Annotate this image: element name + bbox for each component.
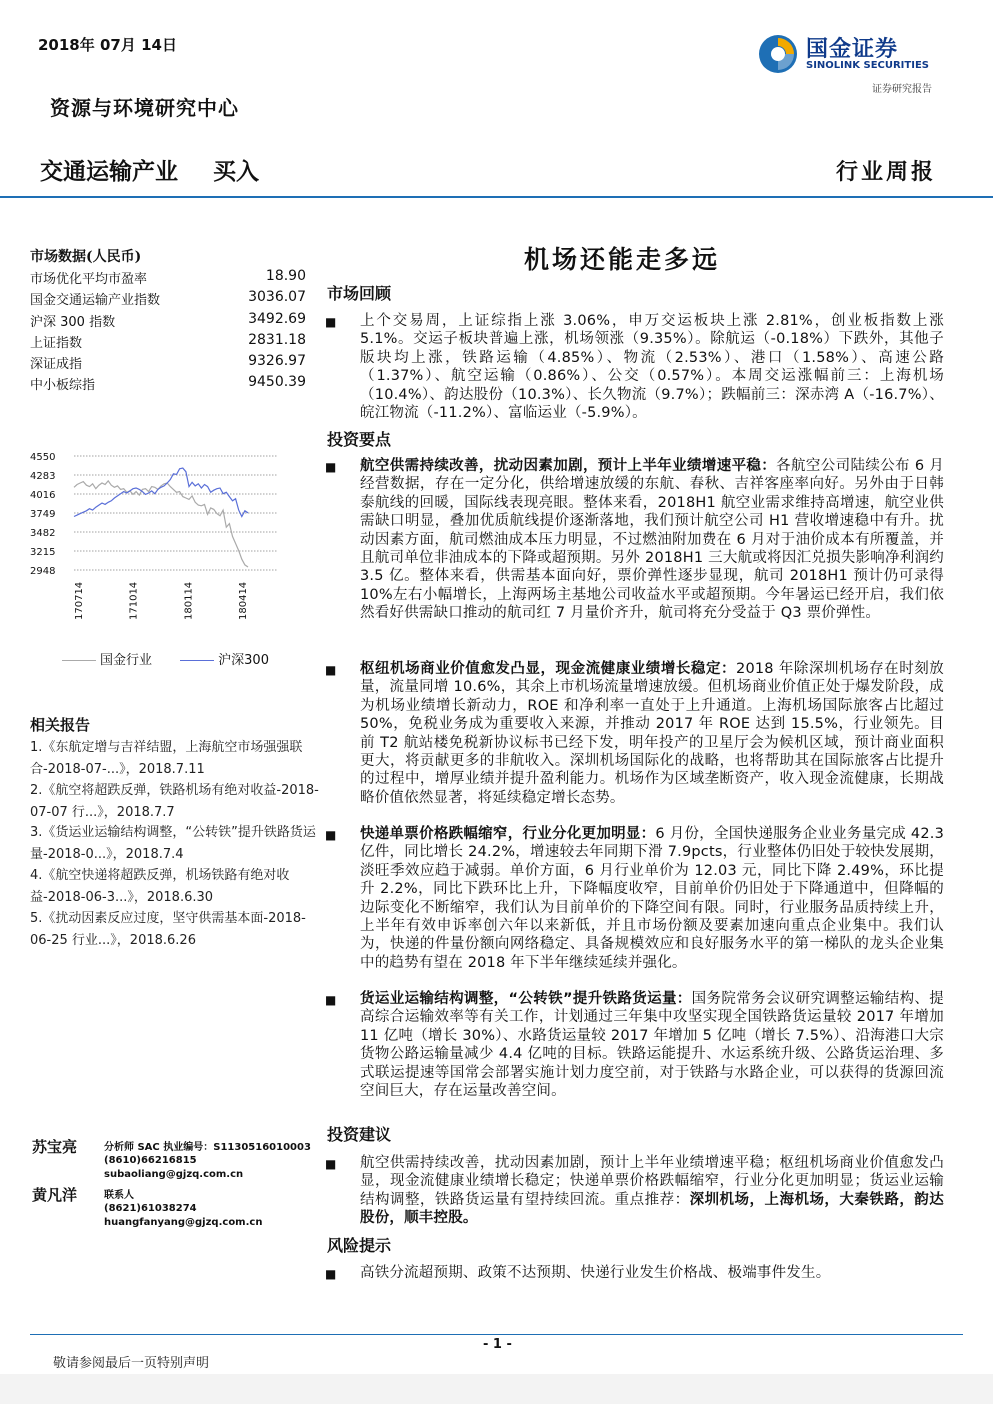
market-row-value: 9450.39 xyxy=(248,374,306,390)
invest-point-heading: 快递单票价格跌幅缩窄，行业分化更加明显： xyxy=(360,826,656,842)
section-title-suggestion: 投资建议 xyxy=(327,1125,392,1144)
related-report-link[interactable]: 5.《扰动因素反应过度，坚守供需基本面-2018-06-25 行业...》，2018.6.26 xyxy=(30,911,306,948)
market-row-label: 沪深 300 指数 xyxy=(30,315,116,330)
invest-point-heading: 航空供需持续改善，扰动因素加剧，预计上半年业绩增速平稳： xyxy=(360,458,777,474)
section-title-risk: 风险提示 xyxy=(327,1236,392,1255)
footer-band xyxy=(0,1374,993,1404)
footer-divider xyxy=(30,1334,963,1335)
report-date: 2018年 07月 14日 xyxy=(38,36,177,54)
market-row-value: 3492.69 xyxy=(248,311,306,327)
market-row xyxy=(30,353,306,374)
related-report-link[interactable]: 3.《货运业运输结构调整，“公转铁”提升铁路货运量-2018-0...》，2018.7.4 xyxy=(30,825,316,862)
invest-point xyxy=(360,990,944,1100)
analyst-name: 苏宝亮 xyxy=(32,1138,78,1156)
market-row-value: 9326.97 xyxy=(248,353,306,369)
analyst-email[interactable]: subaoliang@gjzq.com.cn xyxy=(104,1169,244,1180)
market-row-label: 市场优化平均市盈率 xyxy=(30,272,148,287)
brand-logo xyxy=(756,30,946,78)
x-tick-label: 180114 xyxy=(183,581,195,620)
invest-point-heading: 货运业运输结构调整，“公转铁”提升铁路货运量： xyxy=(360,991,692,1007)
market-review-text: 上个交易周，上证综指上涨 3.06%，申万交运板块上涨 2.81%，创业板指数上涨 5.1%。交运子板块普遍上涨，机场领涨（9.35%）。除航运（-0.18%）下跌外，其他子版块均上涨，铁路运输（4.85%）、物流（2.53%）、港口（1.58%）、高速公路（1.37%）、航空运输（0.86%）、公交（0.57%）。本周交运涨幅前三：上海机场（10.4%）、韵达股份（10.3%）、长久物流（9.7%）；跌幅前三：深赤湾 A（-16.7%）、皖江物流（-11.2%）、富临运业（-5.9%）。 xyxy=(360,313,944,422)
y-tick-label: 4550 xyxy=(30,452,56,463)
suggestion-body: 航空供需持续改善，扰动因素加剧，预计上半年业绩增速平稳；枢纽机场商业价值愈发凸显，现金流健康业绩增长稳定；快递单票价格跌幅缩窄，行业分化更加明显；货运业运输结构调整，铁路货运量有望持续回流。重点推荐： xyxy=(360,1155,944,1208)
legend-swatch-blue xyxy=(180,660,214,661)
bullet-icon: ■ xyxy=(325,1267,337,1281)
bullet-icon: ■ xyxy=(325,315,337,329)
invest-point-body: 各航空公司陆续公布 6 月经营数据，存在一定分化，供给增速放缓的东航、春秋、吉祥客座率向好。另外由于日韩泰航线的回暖，国际线表现亮眼。整体来看，2018H1 航空业需求维持高增速，航空业供需缺口明显，叠加优质航线提价逐渐落地，我们预计航空公司 H1 营收增速稳中有升。扰动因素方面，航司燃油成本压力明显，不过燃油附加费在 6 月对于油价成本有所覆盖，并且航司单位非油成本的下降或超预期。另外 2018H1 三大航或将因汇兑损失影响净利润约 3.5 亿。整体来看，供需基本面向好，票价弹性逐步显现，航司 2018H1 预计仍可录得 10%左右小幅增长，上海两场主基地公司收益水平或超预期。今年暑运已经开启，我们依然看好供需缺口推动的航司红 7 月量价齐升，航司将充分受益于 Q3 票价弹性。 xyxy=(360,458,944,622)
suggestion-text xyxy=(360,1154,944,1228)
analyst-name: 黄凡洋 xyxy=(32,1186,78,1204)
research-center: 资源与环境研究中心 xyxy=(50,96,239,120)
y-tick-label: 4016 xyxy=(30,490,56,501)
related-report-link[interactable]: 4.《航空快递将超跌反弹，机场铁路有绝对收益-2018-06-3...》，2018.6.30 xyxy=(30,868,290,905)
related-report-link[interactable]: 1.《东航定增与吉祥结盟，上海航空市场强强联合-2018-07-...》，2018.7.11 xyxy=(30,740,303,777)
analyst-role: 联系人 xyxy=(104,1190,134,1201)
invest-point xyxy=(360,457,944,623)
market-row xyxy=(30,374,306,395)
analyst-email[interactable]: huangfanyang@gjzq.com.cn xyxy=(104,1217,263,1228)
industry-title: 交通运输产业 xyxy=(40,159,178,185)
legend-label: 沪深300 xyxy=(218,653,269,668)
market-row-value: 3036.07 xyxy=(248,289,306,305)
y-tick-label: 2948 xyxy=(30,566,56,577)
invest-point xyxy=(360,660,944,807)
invest-point-heading: 枢纽机场商业价值愈发凸显，现金流健康业绩增长稳定： xyxy=(360,661,737,677)
header-divider xyxy=(0,196,993,198)
y-tick-label: 3482 xyxy=(30,528,56,539)
x-tick-label: 180414 xyxy=(238,581,249,620)
market-row-value: 2831.18 xyxy=(248,332,306,348)
bullet-icon: ■ xyxy=(325,460,337,474)
series-line xyxy=(74,468,248,516)
x-tick-label: 170714 xyxy=(74,581,85,620)
report-type: 行业周报 xyxy=(836,159,937,185)
section-title-invest-points: 投资要点 xyxy=(327,430,392,449)
y-tick-label: 3215 xyxy=(30,547,56,558)
bullet-icon: ■ xyxy=(325,993,337,1007)
logo-text-en: SINOLINK SECURITIES xyxy=(806,60,929,71)
bullet-icon: ■ xyxy=(325,828,337,842)
suggestion-picks: 深圳机场，上海机场，大秦铁路，韵达股份，顺丰控股。 xyxy=(360,1191,944,1227)
market-row xyxy=(30,311,306,332)
footer-disclaimer: 敬请参阅最后一页特别声明 xyxy=(53,1356,210,1371)
risk-text: 高铁分流超预期、政策不达预期、快递行业发生价格战、极端事件发生。 xyxy=(360,1265,831,1281)
market-row xyxy=(30,268,306,289)
market-row-label: 国金交通运输产业指数 xyxy=(30,293,161,308)
section-title-market-review: 市场回顾 xyxy=(327,284,392,303)
page-number: - 1 - xyxy=(483,1337,512,1352)
market-row-label: 中小板综指 xyxy=(30,378,96,393)
invest-point xyxy=(360,825,944,972)
y-tick-label: 4283 xyxy=(30,471,56,482)
related-report-link[interactable]: 2.《航空将超跌反弹，铁路机场有绝对收益-2018-07-07 行...》，2018.7.7 xyxy=(30,783,319,820)
invest-point-body: 6 月份，全国快递服务企业业务量完成 42.3 亿件，同比增长 24.2%，增速较去年同期下滑 7.9pcts，行业整体仍旧处于较快发展期，淡旺季效应趋于减弱。单价方面，6 月行业单价为 12.03 元，同比下降 2.49%，环比提升 2.2%，同比下跌环比上升，下降幅度收窄，目前单价仍旧处于下降通道中，但降幅的边际变化不断缩窄，我们认为目前单价的下降空间有限。同时，行业服务品质持续上升，上半年有效申诉率创六年以来新低，并且市场份额及要素加速向重点企业集中。我们认为，快递的件量份额向网络稳定、具备规模效应和良好服务水平的第一梯队的龙头企业集中的趋势有望在 2018 年下半年继续延续并强化。 xyxy=(360,826,944,971)
y-tick-label: 3749 xyxy=(30,509,56,520)
market-row-label: 上证指数 xyxy=(30,336,83,351)
chart-x-ticks xyxy=(74,582,249,620)
rating: 买入 xyxy=(213,159,259,185)
market-row xyxy=(30,289,306,310)
legend-label: 国金行业 xyxy=(100,653,153,668)
market-row-label: 深证成指 xyxy=(30,357,83,372)
bullet-icon: ■ xyxy=(325,663,337,677)
legend-swatch-gray xyxy=(62,660,96,661)
analyst-phone: (8621)61038274 xyxy=(104,1203,197,1214)
chart-legend xyxy=(62,649,269,668)
invest-point-body: 2018 年除深圳机场存在时刻放量，流量同增 10.6%，其余上市机场流量增速放缓。但机场商业价值正处于爆发阶段，成为机场业绩增长新动力，ROE 和净利率一直处于上升通道。上海机场国际旅客占比超过 50%，免税业务成为重要收入来源，并推动 2017 年 ROE 达到 15.5%，行业领先。目前 T2 航站楼免税新协议标书已经下发，明年投产的卫星厅会为候机区域，预计商业面积更大，将贡献更多的非航收入。深圳机场国际化的战略，也将帮助其在国际旅客占比提升的过程中，增厚业绩并提升盈利能力。机场作为区域垄断资产，收入现金流健康，长期战略价值依然显著，将延续稳定增长态势。 xyxy=(360,661,944,806)
invest-point-body: 国务院常务会议研究调整运输结构、提高综合运输效率等有关工作，计划通过三年集中攻坚实现全国铁路货运量较 2017 年增加 11 亿吨（增长 30%）、水路货运量较 2017 年增加 5 亿吨（增长 7.5%）、沿海港口大宗货物公路运输量减少 4.4 亿吨的目标。铁路运能提升、水运系统升级、公路货运治理、多式联运提速等国常会部署实施计划力度空前，对于铁路与水路企业，可以获得的货源回流空间巨大，存在运量改善空间。 xyxy=(360,991,944,1100)
related-reports-title: 相关报告 xyxy=(30,716,91,734)
report-title: 机场还能走多远 xyxy=(524,245,721,274)
market-data-title: 市场数据(人民币) xyxy=(30,249,142,265)
logo-mark-icon xyxy=(756,32,800,76)
analyst-license: 分析师 SAC 执业编号：S1130516010003 xyxy=(104,1142,311,1153)
market-row-value: 18.90 xyxy=(265,268,306,284)
market-row xyxy=(30,332,306,353)
report-kind: 证券研究报告 xyxy=(872,84,932,95)
x-tick-label: 171014 xyxy=(128,581,140,620)
chart-y-ticks xyxy=(30,452,55,577)
analyst-phone: (8610)66216815 xyxy=(104,1155,197,1166)
index-chart xyxy=(28,444,288,654)
logo-text-cn: 国金证券 xyxy=(806,37,899,62)
bullet-icon: ■ xyxy=(325,1157,337,1171)
chart-lines xyxy=(74,468,248,567)
